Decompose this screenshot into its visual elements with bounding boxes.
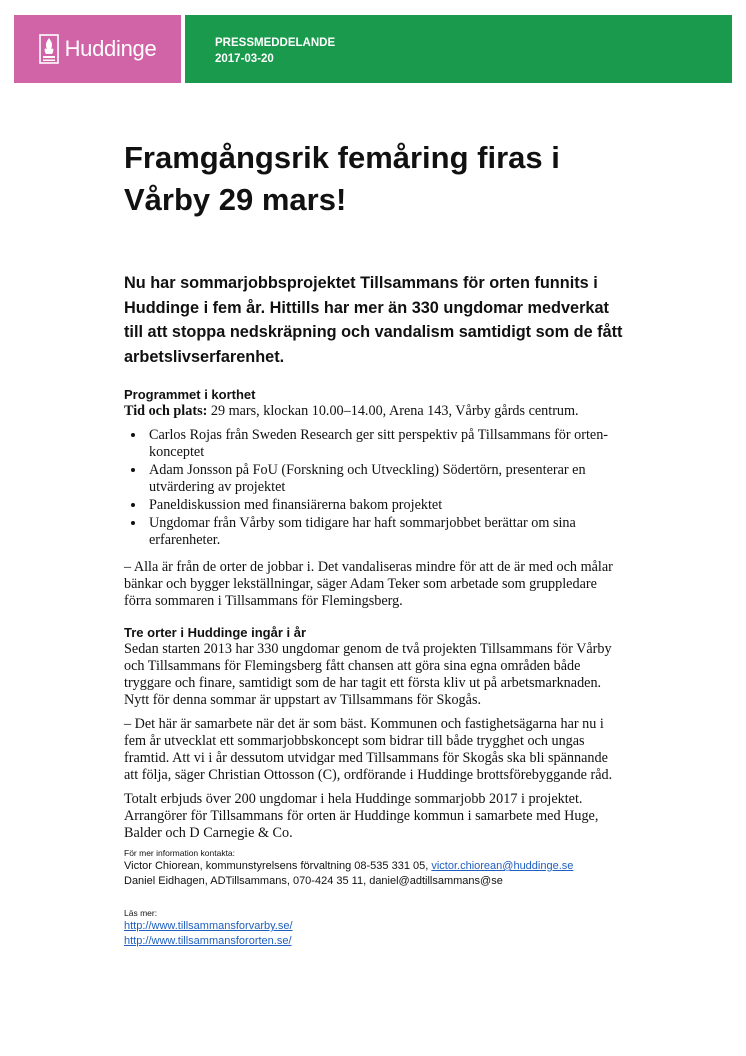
contact-victor (124, 859, 624, 874)
lead-paragraph: Nu har sommarjobbsprojektet Tillsammans för orten funnits i Huddinge i fem år. Hittills har mer än 330 ungdomar medverkat till att stoppa nedskräpning och vandalism samtidigt som de fått arbetslivserfarenhet. (124, 274, 623, 366)
program-heading: Programmet i korthet (124, 387, 256, 402)
document-date: 2017-03-20 (215, 53, 274, 65)
document-type: PRESSMEDDELANDE (215, 37, 336, 49)
list-item: • Ungdomar från Vårby som tidigare har haft sommarjobbet berättar om sina erfarenheter. (146, 515, 624, 549)
section-heading: Tre orter i Huddinge ingår i år (124, 625, 307, 640)
time-place-label: Tid och plats: (124, 403, 208, 419)
list-item: • Carlos Rojas från Sweden Research ger sitt perspektiv på Tillsammans för orten-konceptet (146, 427, 624, 461)
section-paragraph-2: – Det här är samarbete när det är som bäst. Kommunen och fastighetsägarna har nu i fem år utvecklat ett sommarjobbskoncept som bidrar till både trygghet och ungas framtid. Att vi i år dessutom utvidgar med Tillsammans för Skogås ska bli spännande att följa, säger Christian Ottosson (C), ordförande i Huddinge brottsförebyggande råd. (124, 716, 613, 783)
quote-adam-teker: – Alla är från de orter de jobbar i. Det vandaliseras mindre för att de är med och målar bänkar och bygger lekställningar, säger Adam Teker som arbetade som gruppledare förra sommaren i Tillsammans för Flemingsberg. (124, 559, 613, 609)
link-tillsammansforvarby[interactable]: http://www.tillsammansforvarby.se/ (124, 920, 293, 932)
huddinge-logo (14, 15, 181, 83)
page-title: Framgångsrik femåring firas i Vårby 29 mars! (124, 140, 560, 217)
read-more-label: Läs mer: (124, 908, 158, 918)
press-release-body (124, 137, 624, 949)
time-place (124, 403, 624, 420)
page-header (14, 15, 732, 83)
huddinge-emblem-icon (39, 34, 59, 64)
link-tillsammansfororten[interactable]: http://www.tillsammansfororten.se/ (124, 935, 292, 947)
contact-label: För mer information kontakta: (124, 848, 236, 858)
list-item: • Paneldiskussion med finansiärerna bakom projektet (146, 497, 624, 514)
list-item: • Adam Jonsson på FoU (Forskning och Utveckling) Södertörn, presenterar en utvärdering av projektet (146, 462, 624, 496)
contact-daniel: Daniel Eidhagen, ADTillsammans, 070-424 35 11, daniel@adtillsammans@se (124, 875, 503, 887)
contact-victor-text: Victor Chiorean, kommunstyrelsens förvaltning 08-535 331 05, (124, 860, 432, 872)
time-place-text: 29 mars, klockan 10.00–14.00, Arena 143, Vårby gårds centrum. (207, 403, 579, 419)
logo-text: Huddinge (64, 36, 157, 61)
program-list (124, 427, 624, 549)
section-paragraph-3: Totalt erbjuds över 200 ungdomar i hela Huddinge sommarjobb 2017 i projektet. Arrangörer för Tillsammans för orten är Huddinge kommun i samarbete med Huge, Balder och D Carnegie & Co. (124, 791, 599, 841)
section-paragraph-1: Sedan starten 2013 har 330 ungdomar genom de två projekten Tillsammans för Vårby och Tillsammans för Flemingsberg fått chansen att göra sina egna områden både tryggare och finare, samtidigt som de har tagit ett första kliv ut på arbetsmarknaden. Nytt för denna sommar är uppstart av Tillsammans för Skogås. (124, 641, 612, 708)
contact-victor-email-link[interactable]: victor.chiorean@huddinge.se (431, 860, 574, 872)
header-meta (185, 15, 732, 83)
